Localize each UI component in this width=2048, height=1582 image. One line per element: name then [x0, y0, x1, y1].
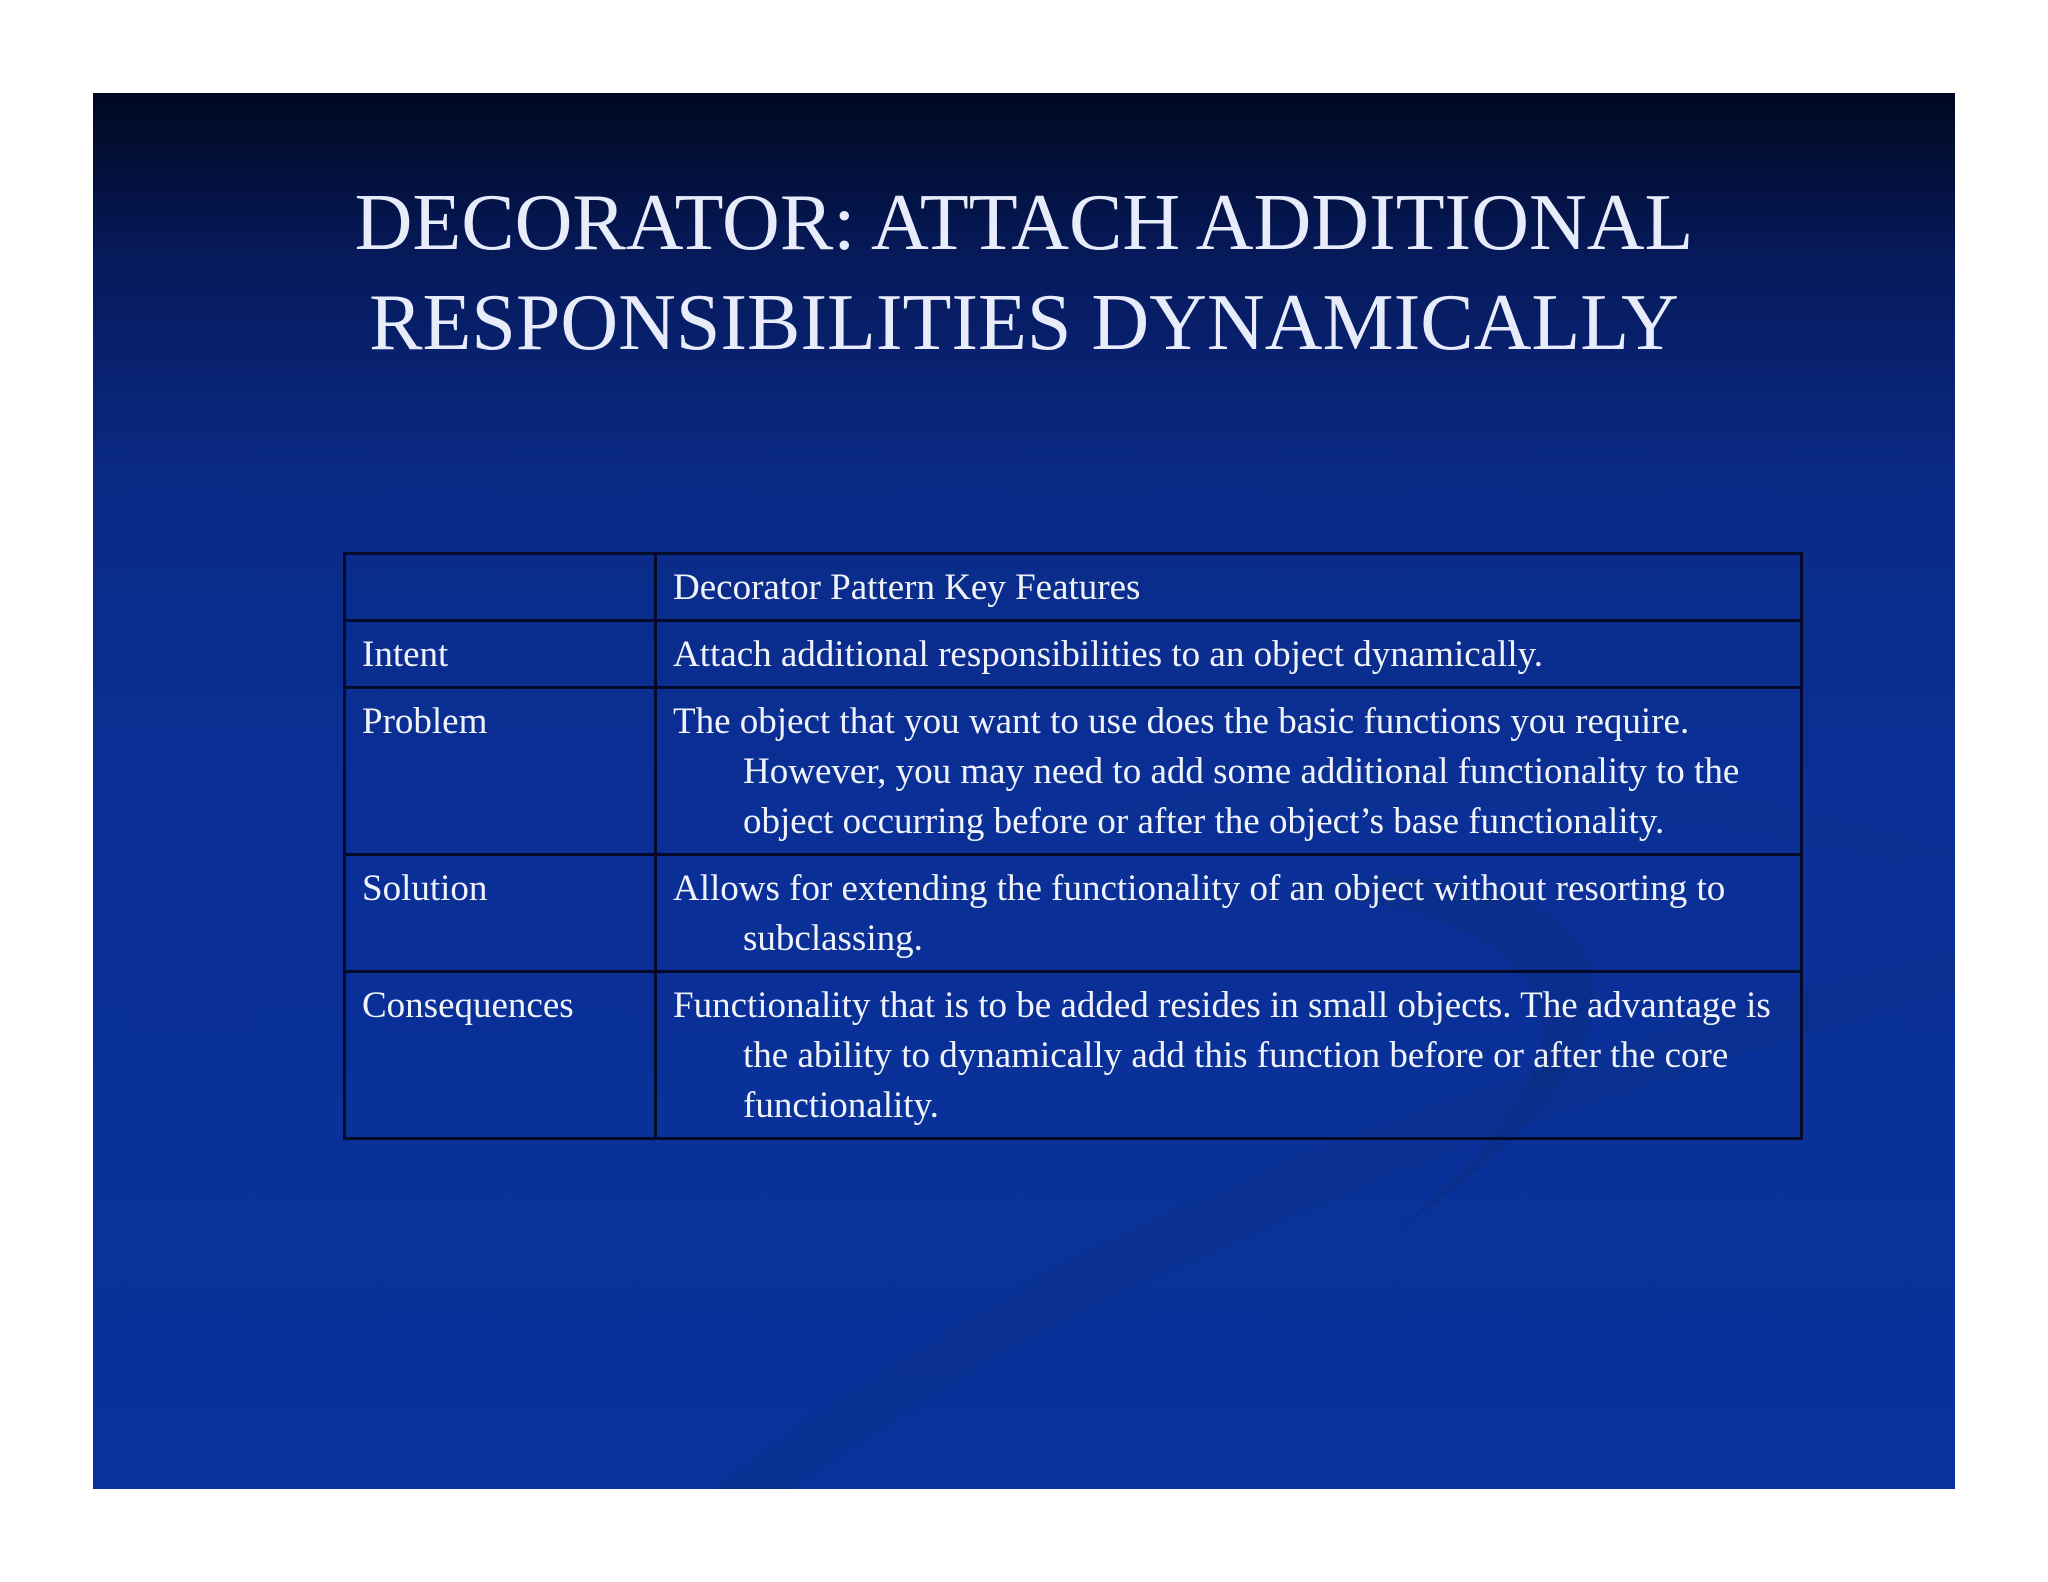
- row-value-cell: [656, 688, 1802, 855]
- row-value-cell: [656, 621, 1802, 688]
- slide-title-line-2: RESPONSIBILITIES DYNAMICALLY: [369, 279, 1679, 367]
- features-table: [343, 552, 1803, 1140]
- header-value-cell: Decorator Pattern Key Features: [656, 554, 1802, 621]
- table-row: [345, 972, 1802, 1139]
- row-value-cell: [656, 972, 1802, 1139]
- row-value-cell: [656, 855, 1802, 972]
- slide: [93, 93, 1955, 1489]
- table-row: [345, 688, 1802, 855]
- table-header-row: [345, 554, 1802, 621]
- slide-title-line-1: DECORATOR: ATTACH ADDITIONAL: [354, 179, 1694, 267]
- row-value-consequences: Functionality that is to be added resides in small objects. The advantage is the ability to dynamically add this function before or after the core functionality.: [673, 985, 1771, 1126]
- slide-title: [93, 173, 1955, 373]
- row-label-consequences: Consequences: [345, 972, 656, 1139]
- row-label-solution: Solution: [345, 855, 656, 972]
- row-value-intent: Attach additional responsibilities to an object dynamically.: [673, 634, 1543, 675]
- table-row: [345, 855, 1802, 972]
- table-row: [345, 621, 1802, 688]
- row-label-intent: Intent: [345, 621, 656, 688]
- row-label-problem: Problem: [345, 688, 656, 855]
- row-value-solution: Allows for extending the functionality of an object without resorting to subclassing.: [673, 868, 1726, 959]
- row-value-problem: The object that you want to use does the basic functions you require. However, you may need to add some additional functionality to the object occurring before or after the object’s base functionality.: [673, 701, 1740, 842]
- header-label-cell: [345, 554, 656, 621]
